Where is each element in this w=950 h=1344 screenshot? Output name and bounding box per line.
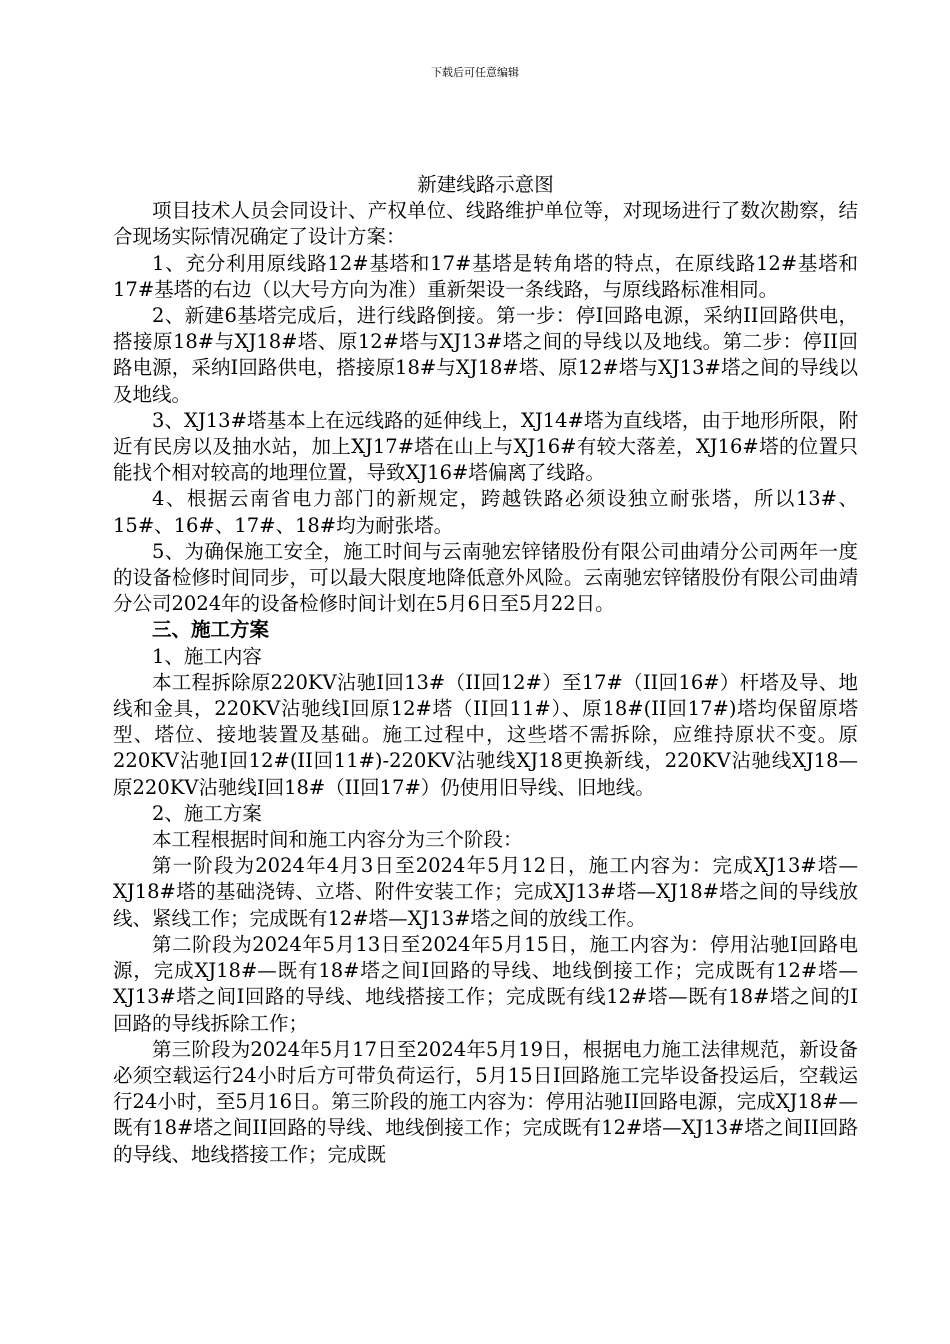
paragraph-intro: 项目技术人员会同设计、产权单位、线路维护单位等，对现场进行了数次勘察，结合现场实际情况确定了设计方案： xyxy=(113,199,858,249)
paragraph-point-5: 5、为确保施工安全，施工时间与云南驰宏锌锗股份有限公司曲靖分公司两年一度的设备检修时间同步，可以最大限度地降低意外风险。云南驰宏锌锗股份有限公司曲靖分公司2024年的设备检修时间计划在5月6日至5月22日。 xyxy=(113,539,858,616)
paragraph-point-3: 3、XJ13#塔基本上在远线路的延伸线上，XJ14#塔为直线塔，由于地形所限，附近有民房以及抽水站，加上XJ17#塔在山上与XJ16#有较大落差，XJ16#塔的位置只能找个相对较高的地理位置，导致XJ16#塔偏离了线路。 xyxy=(113,408,858,485)
paragraph-phase-1: 第一阶段为2024年4月3日至2024年5月12日，施工内容为：完成XJ13#塔—XJ18#塔的基础浇铸、立塔、附件安装工作；完成XJ13#塔—XJ18#塔之间的导线放线、紧线工作；完成既有12#塔—XJ13#塔之间的放线工作。 xyxy=(113,854,858,930)
section-heading: 三、施工方案 xyxy=(152,618,270,642)
subsection-heading-content: 1、施工内容 xyxy=(152,644,262,668)
paragraph-phase-2: 第二阶段为2024年5月13日至2024年5月15日，施工内容为：停用沾驰I回路电源，完成XJ18#—既有18#塔之间I回路的导线、地线倒接工作；完成既有12#塔—XJ13#塔之间I回路的导线、地线搭接工作；完成既有线12#塔—既有18#塔之间的I回路的导线拆除工作； xyxy=(113,932,858,1035)
paragraph-construction-content: 本工程拆除原220KV沾驰I回13#（II回12#）至17#（II回16#）杆塔及导、地线和金具，220KV沾驰线I回原12#塔（II回11#）、原18#(II回17#)塔均保留原塔型、塔位、接地装置及基础。施工过程中，这些塔不需拆除，应维持原状不变。原220KV沾驰I回12#(II回11#)-220KV沾驰线XJ18更换新线，220KV沾驰线XJ18—原220KV沾驰线I回18#（II回17#）仍使用旧导线、旧地线。 xyxy=(113,670,858,799)
document-body xyxy=(113,172,858,1168)
subsection-heading-plan: 2、施工方案 xyxy=(152,801,262,825)
paragraph-phases-intro: 本工程根据时间和施工内容分为三个阶段： xyxy=(152,828,523,852)
paragraph-point-2: 2、新建6基塔完成后，进行线路倒接。第一步：停I回路电源，采纳II回路供电，搭接原18#与XJ18#塔、原12#塔与XJ13#塔之间的导线以及地线。第二步：停II回路电源，采纳I回路供电，搭接原18#与XJ18#塔、原12#塔与XJ13#塔之间的导线以及地线。 xyxy=(113,304,858,406)
page-header-note: 下载后可任意编辑 xyxy=(431,66,519,79)
paragraph-point-1: 1、充分利用原线路12#基塔和17#基塔是转角塔的特点，在原线路12#基塔和17#基塔的右边（以大号方向为准）重新架设一条线路，与原线路标准相同。 xyxy=(113,251,858,301)
paragraph-point-4: 4、根据云南省电力部门的新规定，跨越铁路必须设独立耐张塔，所以13#、15#、16#、17#、18#均为耐张塔。 xyxy=(113,487,858,537)
diagram-caption-title: 新建线路示意图 xyxy=(417,173,554,196)
paragraph-phase-3: 第三阶段为2024年5月17日至2024年5月19日，根据电力施工法律规范，新设备必须空载运行24小时后方可带负荷运行，5月15日I回路施工完毕设备投运后，空载运行24小时，至5月16日。第三阶段的施工内容为：停用沾驰II回路电源，完成XJ18#—既有18#塔之间II回路的导线、地线倒接工作；完成既有12#塔—XJ13#塔之间II回路的导线、地线搭接工作；完成既 xyxy=(113,1037,858,1166)
